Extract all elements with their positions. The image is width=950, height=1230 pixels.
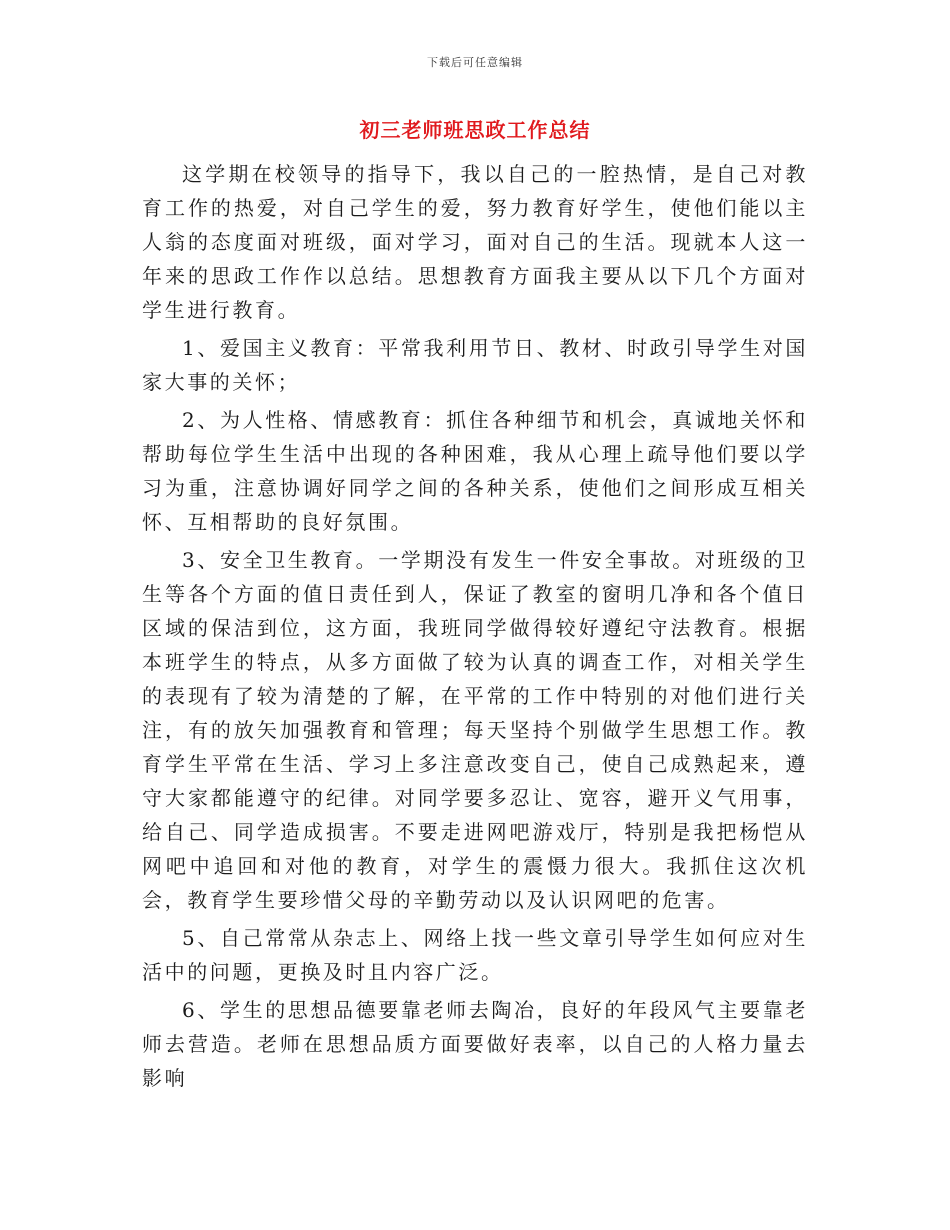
paragraph-safety-hygiene: 3、安全卫生教育。一学期没有发生一件安全事故。对班级的卫生等各个方面的值日责任到人，保证了教室的窗明几净和各个值日区域的保洁到位，这方面，我班同学做得较好遵纪守法教育。根据本班学生的特点，从多方面做了较为认真的调查工作，对相关学生的表现有了较为清楚的了解，在平常的工作中特别的对他们进行关注，有的放矢加强教育和管理；每天坚持个别做学生思想工作。教育学生平常在生活、学习上多注意改变自己，使自己成熟起来，遵守大家都能遵守的纪律。对同学要多忍让、宽容，避开义气用事，给自己、同学造成损害。不要走进网吧游戏厅，特别是我把杨恺从网吧中追回和对他的教育，对学生的震慑力很大。我抓住这次机会，教育学生要珍惜父母的辛勤劳动以及认识网吧的危害。 — [142, 548, 808, 912]
paragraph-intro: 这学期在校领导的指导下，我以自己的一腔热情，是自己对教育工作的热爱，对自己学生的爱，努力教育好学生，使他们能以主人翁的态度面对班级，面对学习，面对自己的生活。现就本人这一年来的思政工作作以总结。思想教育方面我主要从以下几个方面对学生进行教育。 — [142, 162, 808, 322]
paragraph-patriotism: 1、爱国主义教育：平常我利用节日、教材、时政引导学生对国家大事的关怀； — [142, 336, 808, 394]
document-title: 初三老师班思政工作总结 — [359, 118, 591, 142]
paragraph-character-education: 2、为人性格、情感教育：抓住各种细节和机会，真诚地关怀和帮助每位学生生活中出现的各种困难，我从心理上疏导他们要以学习为重，注意协调好同学之间的各种关系，使他们之间形成互相关怀、互相帮助的良好氛围。 — [142, 408, 808, 534]
paragraph-teacher-example: 6、学生的思想品德要靠老师去陶冶，良好的年段风气主要靠老师去营造。老师在思想品质方面要做好表率，以自己的人格力量去影响 — [142, 998, 808, 1090]
paragraph-articles-guidance: 5、自己常常从杂志上、网络上找一些文章引导学生如何应对生活中的问题，更换及时且内容广泛。 — [142, 926, 808, 984]
page-header-note: 下载后可任意编辑 — [427, 56, 523, 69]
document-body — [142, 157, 808, 1099]
